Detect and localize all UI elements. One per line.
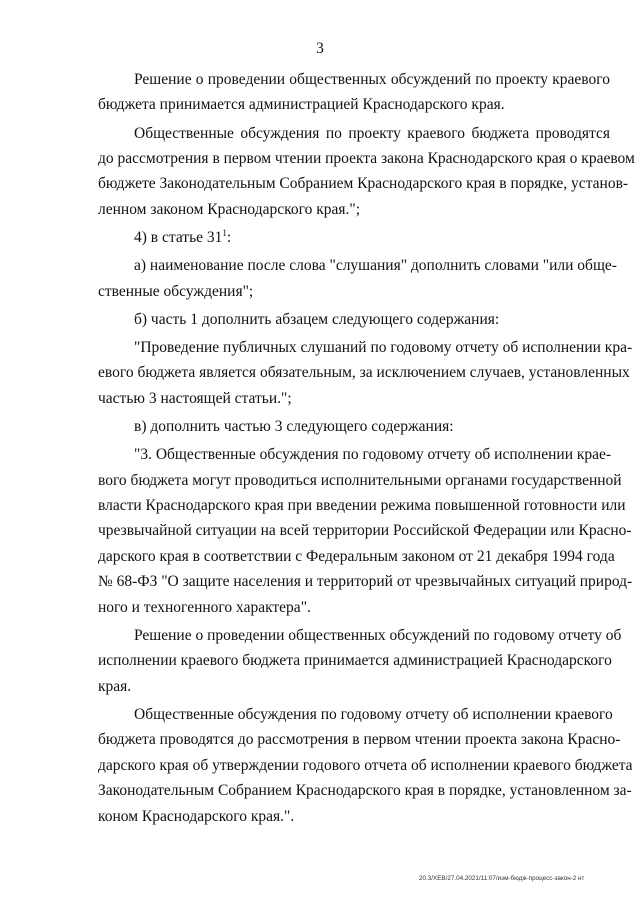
paragraph: [98, 442, 633, 620]
paragraph-line: бюджета принимается администрацией Краснодарского края.: [98, 96, 505, 114]
paragraph-line: ственные обсуждения";: [98, 282, 254, 300]
paragraph-line: евого бюджета является обязательным, за исключением случаев, установленных: [98, 364, 630, 382]
paragraph: [98, 702, 633, 829]
paragraph-line: Решение о проведении общественных обсуждений по годовому отчету об: [134, 626, 622, 644]
paragraph-line: до рассмотрения в первом чтении проекта закона Краснодарского края о краевом: [98, 150, 635, 168]
paragraph-line: дарского края об утверждении годового отчета об исполнении краевого бюджета: [98, 756, 633, 774]
paragraph-line: "3. Общественные обсуждения по годовому отчету об исполнении крае-: [134, 446, 612, 464]
paragraph: [98, 307, 610, 332]
footer-stamp: 20.3/XEB/27.04.2021/11:07/изм-бюдж-процесс-закон-2 нт: [419, 875, 585, 882]
paragraph-line: коном Краснодарского края.".: [98, 807, 295, 825]
document-body: [98, 67, 635, 832]
paragraph: [98, 253, 617, 304]
paragraph: [98, 623, 622, 699]
paragraph-line: бюджета проводятся до рассмотрения в первом чтении проекта закона Красно-: [98, 731, 621, 749]
paragraph: [98, 67, 610, 118]
paragraph-line: б) часть 1 дополнить абзацем следующего содержания:: [134, 310, 500, 328]
paragraph-line: исполнении краевого бюджета принимается администрацией Краснодарского: [98, 652, 612, 670]
paragraph-line: вого бюджета могут проводиться исполнительными органами государственной: [98, 471, 622, 489]
superscript: 1: [222, 228, 227, 239]
paragraph: [98, 335, 633, 411]
paragraph-line: края.: [98, 677, 132, 695]
paragraph-line: ного и техногенного характера".: [98, 598, 311, 616]
paragraph-line: 4) в статье $31^1$:: [134, 228, 232, 247]
paragraph-line: дарского края в соответствии с Федеральным законом от 21 декабря 1994 года: [98, 547, 615, 565]
paragraph-line: Общественные обсуждения по годовому отчету об исполнении краевого: [134, 705, 613, 723]
paragraph-line: Общественные обсуждения по проекту краевого бюджета проводятся: [134, 124, 610, 142]
paragraph-line: ленном законом Краснодарского края.";: [98, 200, 361, 218]
paragraph-line: № 68-ФЗ "О защите населения и территорий от чрезвычайных ситуаций природ-: [98, 573, 633, 591]
paragraph-line: бюджете Законодательным Собранием Краснодарского края в порядке, установ-: [98, 175, 629, 193]
paragraph-line: власти Краснодарского края при введении режима повышенной готовности или: [98, 497, 626, 515]
paragraph: [98, 121, 635, 223]
paragraph-line: Законодательным Собранием Краснодарского края в порядке, установленном за-: [98, 782, 632, 800]
line-tail: :: [226, 229, 232, 247]
paragraph-line: а) наименование после слова "слушания" дополнить словами "или обще-: [134, 257, 617, 275]
paragraph: [98, 414, 610, 439]
paragraph-line: "Проведение публичных слушаний по годовому отчету об исполнении кра-: [134, 339, 633, 357]
page-number: 3: [316, 40, 324, 57]
paragraph-line: в) дополнить частью 3 следующего содержания:: [134, 418, 454, 436]
paragraph: [98, 225, 610, 250]
paragraph-line: Решение о проведении общественных обсуждений по проекту краевого: [134, 71, 610, 88]
paragraph-line: чрезвычайной ситуации на всей территории Российской Федерации или Красно-: [98, 522, 632, 540]
paragraph-line: частью 3 настоящей статьи.";: [98, 389, 292, 407]
